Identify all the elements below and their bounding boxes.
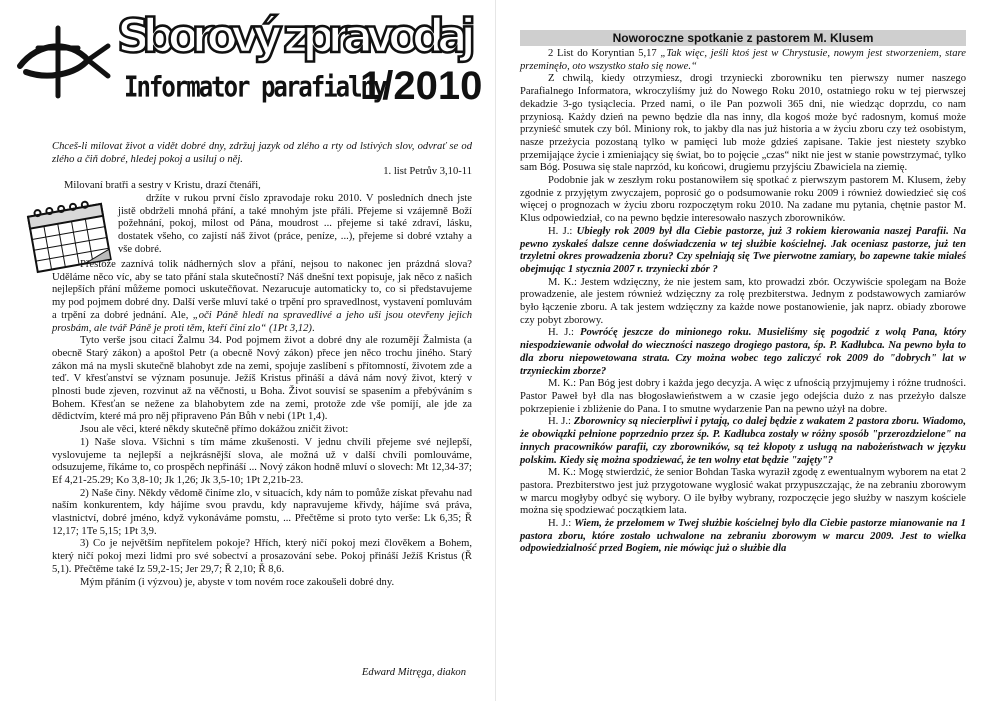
- masthead-title: [112, 8, 482, 64]
- issue-number: 1/2010: [360, 64, 483, 108]
- masthead-subtitle: Informator parafialny: [124, 70, 386, 104]
- question-3-text: Zborownicy są niecierpliwi i pytają, co dalej będzie z wakatem 2 pastora zboru. Wiadomo, że obowiązki pełnione poprzednio przez śp. P. Kadłubca zostały w różny sposób "przerozdzielone" na innych pracowników parafii, czy zborowników, są też kłopoty z usługą na nabożeństwach w języku polskim. Kiedy się można spodziewać, że ten wolny etat będzie "zajęty"?: [520, 416, 966, 466]
- left-body: [52, 259, 472, 589]
- question-3: [520, 416, 966, 467]
- paragraph-6: 2) Naše činy. Někdy vědomě činíme zlo, v situacích, kdy nám to pomůže získat převahu nad naším konkurentem, kdy hájíme svou pravdu, kdy napravujeme křivdy, hájíme svá práva, vlastnictví, dobré jméno, když vykonáváme pomstu, ... Přečtěme si proto tyto verše: Lk 6,35; Ř 12,17; 1Te 5,15; 1Pt 3,9.: [52, 487, 472, 537]
- right-page: [496, 0, 992, 701]
- opening-verse: [520, 48, 966, 73]
- paragraph-1: držíte v rukou první číslo zpravodaje roku 2010. V posledních dnech jste jistě obdrželi mnohá přání, a také mnohým jste přáli. Přejeme si vzájemně Boží požehnání, pokoj, milost od Pána, moudrost ... přejeme si také zdraví, lásku, dostatek všeho, co zajistí náš život (práce, peníze, ...), přejeme si dobré vztahy a vše dobré.: [118, 193, 472, 255]
- paragraph-2-lead: Přestože zaznívá tolik nádherných slov a přání, nejsou to nakonec jen prázdná slova? Uděláme něco víc, aby se tato přání stala skutečností? Náš dnešní text popisuje, jak něco z našich nejlepších přání můžeme pomoci uskutečňovat. Nezarucuje automaticky to, co si představujeme my pod pojmem dobré dny. Další verše mluví také o trpění pro spravedlnost, vystavení pomluvám a trpění za dobré jednání. Ale,: [52, 259, 472, 321]
- verse-quote: „Tak więc, jeśli ktoś jest w Chrystusie, nowym jest stworzeniem, stare przeminęło, oto wszystko stało się nowe.“: [520, 48, 966, 72]
- answer-3: [520, 467, 966, 518]
- paragraph-8: Mým přáním (i výzvou) je, abyste v tom novém roce zakoušeli dobré dny.: [80, 576, 395, 588]
- paragraph-2: Přestože zaznívá tolik nádherných slov a přání, nejsou to nakonec jen prázdná slova? Uděláme něco víc, aby se tato přání stala skutečností? Náš dnešní text popisuje, jak něco z našich nejlepších přání můžeme pomoci uskutečňovat. Nezarucuje automaticky to, co si představujeme my pod pojmem dobré dny. Další verše mluví také o trpění pro spravedlnost, vystavení pomluvám a trpění za dobré jednání. Ale, „oči Páně hledí na spravedlivé a jeho uši jsou otevřeny jejich prosbám, ale tvář Páně je proti těm, kteří činí zlo“ (1Pt 3,12).: [52, 259, 472, 334]
- question-1: [520, 226, 966, 277]
- answer-2-label: M. K.:: [548, 378, 577, 390]
- paragraph-2-quote: „oči Páně hledí na spravedlivé a jeho uši jsou otevřeny jejich prosbám, ale tvář Páně je proti těm, kteří činí zlo“: [52, 309, 472, 334]
- answer-1: [520, 277, 966, 328]
- greeting: Milovaní bratři a sestry v Kristu, drazí čtenáři,: [64, 180, 261, 191]
- answer-1-text: Jestem wdzięczny, że nie jestem sam, kto prowadzi zbór. Oczywiście spolegam na Boże prowadzenie, ale jestem również wdzięczny za rolę prezbiterstwa. Jednym z podstawowych zamiarów było łączenie zboru. A tak jestem wdzięczny za każde nowe postanowienie, jak naprz. obiady zborowe czy pobyt zborowy.: [520, 276, 967, 326]
- question-1-label: H. J.:: [548, 225, 573, 237]
- answer-3-label: M. K.:: [548, 467, 576, 479]
- intro-paragraph-1: Z chwilą, kiedy otrzymiesz, drogi trzyniecki zborowniku ten pierwszy numer naszego Parafialnego Informatora, wkroczyliśmy już do Nowego Roku 2010, ostatniego roku w tej pierwszej dekadzie 3-go tysiąclecia. Przed nami, o ile Pan pozwoli 365 dni, nie wiedząc doprzdu, co nam przyniosą. Każdy dzień na pewno będzie dla nas inny, dla kogoś może być radosnym, komuś może przynieść smutek czy ból. Miniony rok, to jakby dla nas już historia a w życiu zboru czy też osobistym, nasze przeżycia pozostaną tylko w pamięci lub może gdzieś zapisane. Takie jest niestety szybko przemijające życie i zmieniający się świat, bo to pojęcie „czas“ nikt nie jest w stanie powstrzymać, tylko sam Bóg. Posuwa się stale naprzód, ku końcowi, drugiemu przyjściu Zbawiciela na ziemię.: [520, 73, 966, 174]
- motto: Chceš-li milovat život a vidět dobré dny, zdržuj jazyk od zlého a rty od lstivých slov, odvrať se od zlého a čiň dobré, hledej pokoj a usiluj o něj.: [52, 141, 472, 165]
- question-1-text: Ubiegły rok 2009 był dla Ciebie pastorze, już 3 rokiem kierowania naszej Parafii. Na pewno zyskałeś dalsze cenne doświadczenia w tej służbie kościelnej. Jak oceniasz pastorze, już ten trzyletni okres prowadzenia zboru? Czy spełniają się Twe pierwotne zamiary, bo zapewne takie miałeś obejmując 1 stycznia 2007 r. trzyniecki zbór ?: [520, 225, 966, 275]
- paragraph-7: 3) Co je největším nepřítelem pokoje? Hřích, který ničí pokoj mezi člověkem a Bohem, který ničí pokoj mezi lidmi pro své sobectví a prosazování sebe. Pokoj přináší Ježíš Kristus (Ř 5,1). Přečtěme také Iz 59,2-15; Jer 29,7; Ř 2,10; Ř 8,6.: [52, 538, 472, 575]
- interview-body: [520, 48, 966, 556]
- question-2-label: H. J.:: [548, 327, 574, 339]
- answer-3-text: Mogę stwierdzić, że senior Bohdan Taska wyraził zgodę z ewentualnym wyborem na etat 2 pastora. Prezbiterstwo jest już przygotowane wyglosić wakat przypuszczając, że na zebraniu zborowym w marcu mogłyby odbyć się wybory. O ile byłby wybrany, rozpoczęcie jego służby w naszym kościele można się spodziewać początkiem lata.: [520, 467, 966, 517]
- svg-text:Sborový zpravodaj: Sborový zpravodaj: [117, 9, 477, 63]
- question-3-label: H. J.:: [548, 416, 571, 428]
- question-4: [520, 518, 966, 556]
- answer-2: [520, 378, 966, 416]
- intro-paragraph-2: Podobnie jak w zeszłym roku postanowiłem się spotkać z pierwszym pastorem M. Klusem, żeby zgodnie z przyjętym zwyczajem, poprosić go o podsumowanie roku 2009 i również dowiedzieć się coś więcej o prognozach w życiu zboru rozpoczętym roku 2010. Na zadane mu pytania, chętnie pastor M. Klus odpowiedział, co na pewno będzie interesowało naszych zborowników.: [520, 175, 966, 225]
- paragraph-3: Tyto verše jsou citací Žalmu 34. Pod pojmem život a dobré dny ale rozumějí Žalmista (a obecně Starý zákon) a apoštol Petr (a obecně Nový zákon) přece jen něco trochu jiného. Starý zákon má na mysli skutečně blahobyt zde na zemi, spojuje zaslíbení s přítomností, životem zde a teď. V křesťanství se význam posunuje. Ježíš Kristus přináší a dává nám nový život, který v plnosti bude zjeven, rozvinut až na věčnosti, u Boha. Život souvisí se spasením a přebýváním s Bohem. Křesťan se nežene za blahobytem zde na zemi, protože zde vše pomíjí, ale jde za dědictvím, které má pro něj připraveno Pán Bůh v nebi (1Pt 1,4).: [52, 335, 472, 423]
- paragraph-5: 1) Naše slova. Všichni s tím máme zkušenosti. V jednu chvíli přejeme své nejlepší, vyslovujeme ta nejlepší a nejkrásnější slova, ale možná už v další chvíli pomlouváme, odsuzujeme, říkáme to, co prospěch nepřináší ... Nový zákon hodně mluví o slovech: Mt 12,34-37; Ef 4,21-25.29; Ko 3,8-10; Jk 1,26; Jk 3,5-10; 1Pt 2,21b-23.: [52, 436, 472, 486]
- intro-paragraph-wrap: [118, 193, 472, 257]
- answer-1-label: M. K.:: [548, 276, 577, 288]
- question-4-label: H. J.:: [548, 518, 572, 530]
- question-2: [520, 327, 966, 378]
- motto-reference: 1. list Petrův 3,10-11: [383, 166, 472, 177]
- question-2-text: Powróćę jeszcze do minionego roku. Musieliśmy się pogodzić z wolą Pana, który niespodziewanie odwołał do wieczności naszego drogiego pastora, śp. P. Kadłubca. Na pewno była to dla zboru niepowetowana strata. Czy można wobec tego zaliczyć rok 2009 do "dobrych" lat w trzynieckim zborze?: [520, 327, 966, 377]
- fish-cross-logo: [14, 22, 114, 100]
- signature: Edward Mitręga, diakon: [361, 667, 466, 678]
- answer-2-text: Pan Bóg jest dobry i każda jego decyzja. A więc z ufnością przyjmujemy i różne trudności. Pastor Paweł był dla nas błogosławieństwem a w czasie jego odejścia dużo z nas przeżyło dalsze pokrzepienie i zbliżenie do Pana. I to smutne wydarzenie Pan na pewno użył na dobre.: [520, 378, 966, 415]
- verse-reference: 2 List do Koryntian 5,17: [548, 48, 657, 59]
- paragraph-4: Jsou ale věci, které někdy skutečně přímo dokážou zničit život:: [80, 424, 349, 436]
- paragraph-2-quote-ref: (1Pt 3,12): [268, 322, 312, 334]
- article-heading: Noworoczne spotkanie z pastorem M. Klusem: [520, 30, 966, 46]
- question-4-text: Wiem, że przełomem w Twej służbie kościelnej było dla Ciebie pastorze mianowanie na 1 pastora zboru, które zostało uchwalone na zebraniu zborowym w marcu 2009. Jest to wielka odpowiedzialność przed Bogiem, nie mówiąc już o służbie dla: [520, 518, 966, 555]
